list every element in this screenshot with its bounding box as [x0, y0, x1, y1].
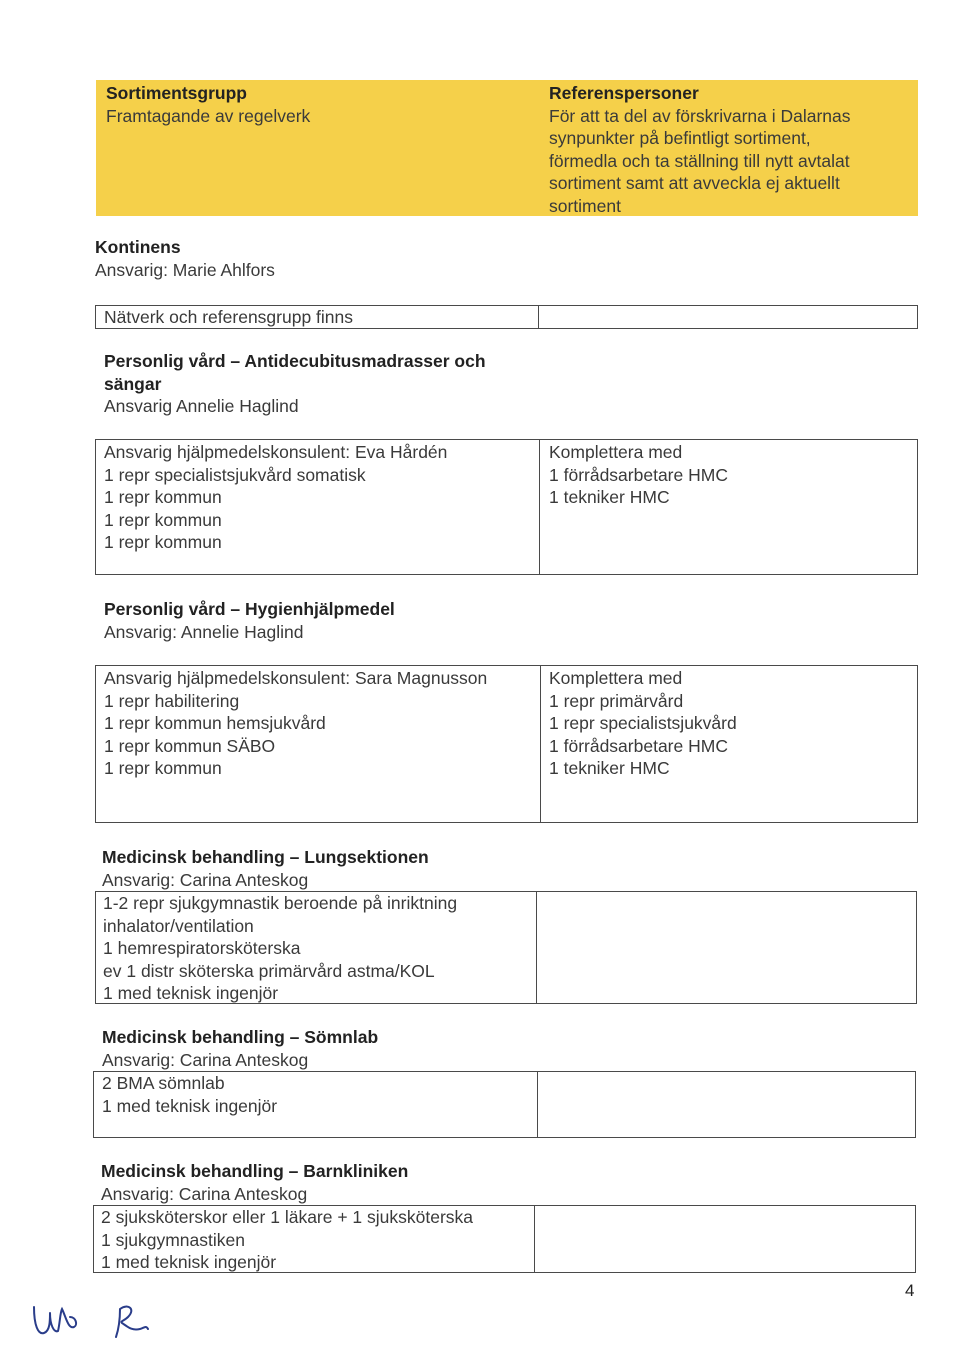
- table-line: 1 repr kommun: [104, 509, 222, 530]
- section-responsible: Ansvarig: Marie Ahlfors: [95, 259, 275, 280]
- table-line: 1 hemrespiratorsköterska: [103, 938, 301, 958]
- handwritten-initials-signature: [28, 1295, 158, 1345]
- table-left-cell: [104, 441, 447, 554]
- table-divider: [538, 306, 539, 328]
- table-line: Ansvarig hjälpmedelskonsulent: Eva Hårdén: [104, 442, 448, 462]
- section-title: Medicinsk behandling – Sömnlab: [102, 1027, 379, 1047]
- table-divider: [540, 666, 541, 822]
- table-line: 1 repr specialistsjukvård: [549, 713, 737, 733]
- table-kontinens: [95, 305, 918, 329]
- table-divider: [534, 1206, 535, 1272]
- header-left-subtitle: Framtagande av regelverk: [106, 105, 311, 126]
- section-responsible: Ansvarig: Carina Anteskog: [101, 1183, 308, 1204]
- section-title: Kontinens: [95, 237, 181, 257]
- table-line: 1 repr kommun: [104, 758, 222, 778]
- table-line: Nätverk och referensgrupp finns: [104, 307, 354, 327]
- table-right-cell: [549, 667, 737, 780]
- section-title: Personlig vård – Antidecubitusmadrasser och: [104, 351, 486, 371]
- table-barn: [93, 1205, 916, 1273]
- table-line: 2 sjuksköterskor eller 1 läkare + 1 sjuksköterska: [101, 1207, 474, 1227]
- table-line: 1 med teknisk ingenjör: [101, 1252, 277, 1272]
- table-line: Komplettera med: [549, 668, 683, 688]
- table-left-cell: [104, 306, 353, 329]
- table-line: 1 förrådsarbetare HMC: [549, 735, 728, 756]
- table-line: 1 repr kommun: [104, 487, 222, 507]
- table-line: 1 repr habilitering: [104, 690, 240, 711]
- table-divider: [539, 440, 540, 574]
- table-line: inhalator/ventilation: [103, 915, 254, 936]
- table-line: 1 repr specialistsjukvård somatisk: [104, 464, 366, 485]
- table-line: ev 1 distr sköterska primärvård astma/KOL: [103, 960, 435, 981]
- header-banner: [96, 80, 918, 216]
- section-heading-somnlab: [102, 1026, 378, 1071]
- table-left-cell: [101, 1206, 473, 1274]
- table-somnlab: [93, 1071, 916, 1138]
- table-left-cell: [104, 667, 487, 780]
- table-line: 1 sjukgymnastiken: [101, 1229, 245, 1250]
- header-right-title: Referenspersoner: [549, 83, 699, 103]
- section-responsible: Ansvarig: Annelie Haglind: [104, 621, 304, 642]
- section-responsible: Ansvarig: Carina Anteskog: [102, 1049, 309, 1070]
- table-left-cell: [103, 892, 457, 1005]
- section-title: Medicinsk behandling – Barnkliniken: [101, 1161, 409, 1181]
- table-line: Ansvarig hjälpmedelskonsulent: Sara Magnusson: [104, 668, 488, 688]
- table-line: 1 repr kommun: [104, 532, 222, 552]
- section-heading-antidecubitus: [104, 350, 486, 418]
- header-right-line: förmedla och ta ställning till nytt avtalat: [549, 150, 850, 171]
- section-title: sängar: [104, 373, 162, 394]
- table-line: 1 förrådsarbetare HMC: [549, 464, 728, 485]
- section-title: Personlig vård – Hygienhjälpmedel: [104, 599, 395, 619]
- page-number: 4: [905, 1281, 915, 1300]
- table-line: 1 repr primärvård: [549, 690, 684, 711]
- table-line: 1 tekniker HMC: [549, 758, 670, 778]
- table-line: 2 BMA sömnlab: [102, 1073, 225, 1093]
- header-right-line: För att ta del av förskrivarna i Dalarnas: [549, 105, 851, 126]
- header-right: [549, 82, 909, 217]
- header-right-line: sortiment samt att avveckla ej aktuellt: [549, 173, 840, 193]
- section-responsible: Ansvarig: Carina Anteskog: [102, 869, 309, 890]
- table-line: 1 repr kommun hemsjukvård: [104, 713, 326, 733]
- table-line: 1 repr kommun SÄBO: [104, 735, 276, 756]
- table-divider: [537, 1072, 538, 1137]
- section-heading-kontinens: [95, 236, 275, 281]
- table-divider: [536, 892, 537, 1003]
- header-left-title: Sortimentsgrupp: [106, 83, 247, 103]
- section-heading-lung: [102, 846, 429, 891]
- header-left: [106, 82, 526, 127]
- table-line: 1 tekniker HMC: [549, 487, 670, 507]
- section-responsible: Ansvarig Annelie Haglind: [104, 396, 299, 416]
- header-right-line: sortiment: [549, 195, 621, 216]
- header-right-line: synpunkter på befintligt sortiment,: [549, 128, 811, 148]
- table-antidecubitus: [95, 439, 918, 575]
- section-title: Medicinsk behandling – Lungsektionen: [102, 847, 429, 867]
- table-hygien: [95, 665, 918, 823]
- table-left-cell: [102, 1072, 277, 1117]
- section-heading-hygien: [104, 598, 395, 643]
- table-line: 1 med teknisk ingenjör: [102, 1095, 278, 1116]
- table-lung: [95, 891, 917, 1004]
- table-line: 1-2 repr sjukgymnastik beroende på inriktning: [103, 893, 458, 913]
- table-right-cell: [549, 441, 728, 509]
- table-line: Komplettera med: [549, 442, 683, 462]
- table-line: 1 med teknisk ingenjör: [103, 983, 279, 1003]
- section-heading-barn: [101, 1160, 408, 1205]
